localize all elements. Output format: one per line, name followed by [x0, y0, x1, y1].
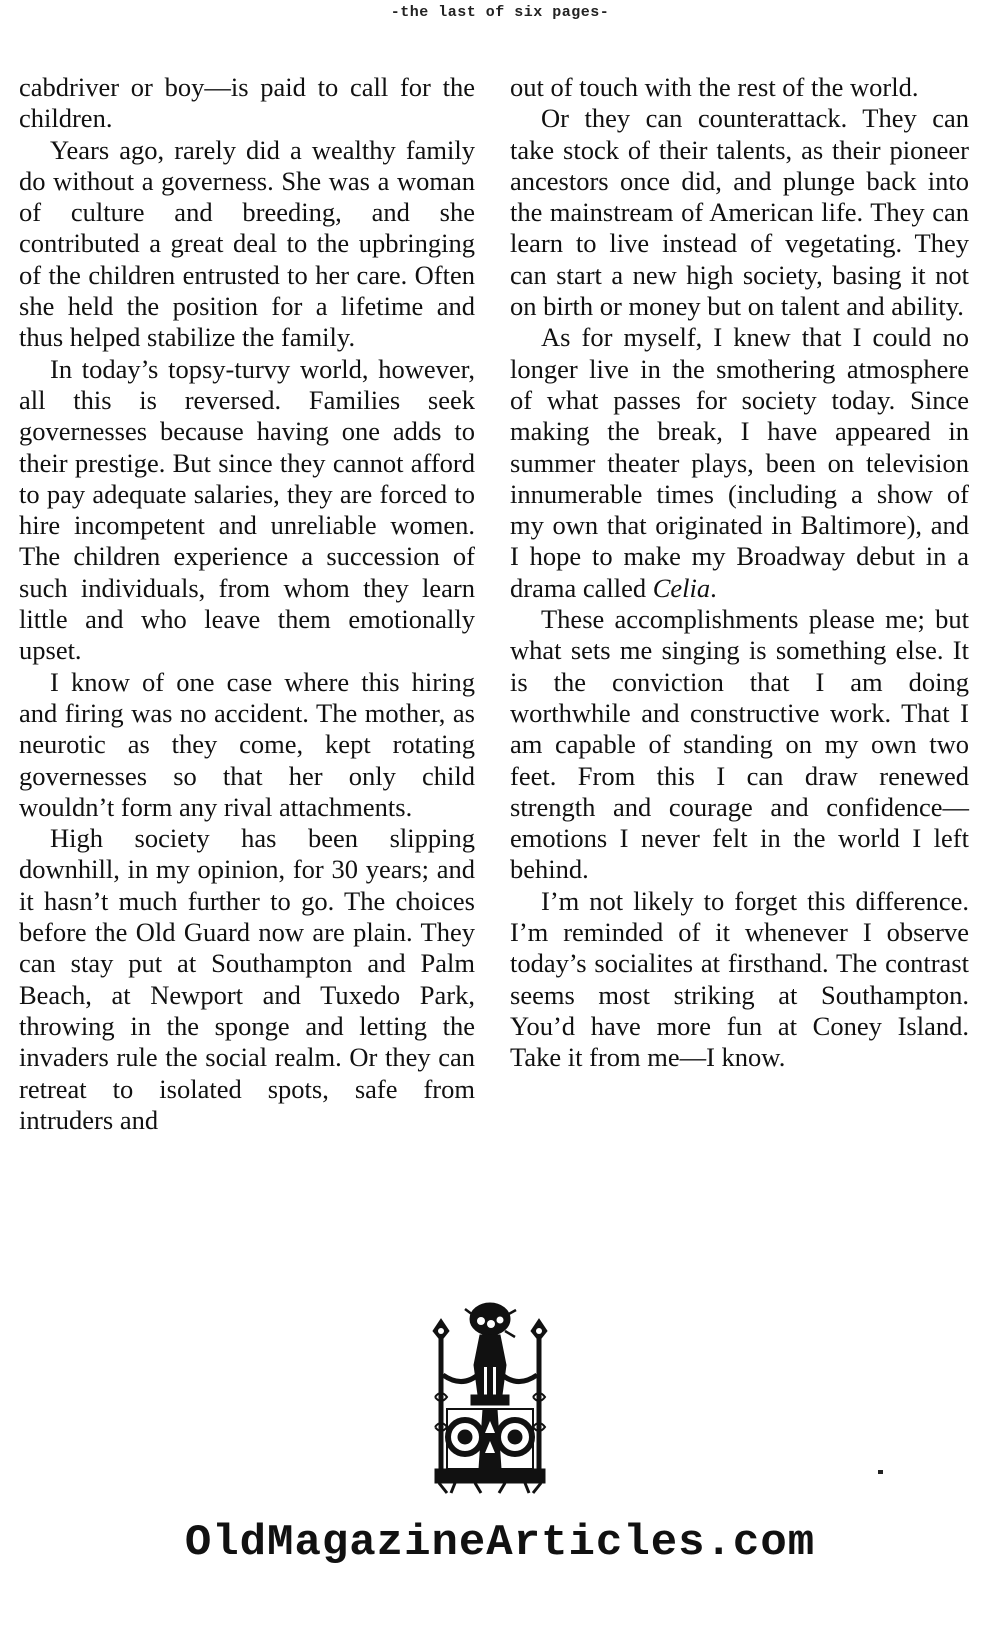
play-title: Celia: [652, 572, 711, 603]
punctuation: .: [710, 572, 717, 603]
paragraph: cabdriver or boy—is paid to call for the children.: [19, 72, 475, 134]
article-column-right: [510, 72, 969, 1074]
decorative-floral-vignette-icon: [425, 1297, 555, 1497]
site-watermark: OldMagazineArticles.com: [184, 1518, 816, 1568]
paragraph: [510, 322, 969, 604]
paragraph: Years ago, rarely did a wealthy family do without a governess. She was a woman of culture and breeding, and she contributed a great deal to the upbringing of the children entrusted to her care. Often she held the position for a lifetime and thus helped stabilize the family.: [19, 134, 475, 353]
print-speck: [878, 1470, 883, 1474]
paragraph: I’m not likely to forget this difference. I’m reminded of it whenever I observe today’s socialites at firsthand. The contrast seems most striking at Southampton. You’d have more fun at Coney Island. Take it from me—I know.: [510, 885, 969, 1073]
paragraph-text: As for myself, I knew that I could no longer live in the smothering atmosphere of what passes for society today. Since making the break, I have appeared in summer theater plays, been on television innumerable times (including a show of my own that originated in Baltimore), and I hope to make my Broadway debut in a drama called: [510, 322, 969, 603]
paragraph: out of touch with the rest of the world.: [510, 72, 919, 102]
paragraph: These accomplishments please me; but what sets me singing is something else. It is the conviction that I am doing worthwhile and constructive work. That I am capable of standing on my own two feet. From this I can draw renewed strength and courage and confidence—emotions I never felt in the world I left behind.: [510, 604, 969, 885]
page-header: -the last of six pages-: [390, 4, 610, 21]
paragraph: High society has been slipping downhill, in my opinion, for 30 years; and it hasn’t much further to go. The choices before the Old Guard now are plain. They can stay put at Southampton and Palm Beach, at Newport and Tuxedo Park, throwing in the sponge and letting the invaders rule the social realm. Or they can retreat to isolated spots, safe from intruders and: [19, 823, 475, 1135]
paragraph: I know of one case where this hiring and firing was no accident. The mother, as neurotic as they come, kept rotating governesses so that her only child wouldn’t form any rival attachments.: [19, 666, 475, 822]
article-column-left: [19, 72, 475, 1136]
paragraph: Or they can counterattack. They can take stock of their talents, as their pioneer ancestors once did, and plunge back into the mainstream of American life. They can learn to live instead of vegetating. They can start a new high society, basing it not on birth or money but on talent and ability.: [510, 103, 969, 322]
paragraph: In today’s topsy-turvy world, however, all this is reversed. Families seek governesses because having one adds to their prestige. But since they cannot afford to pay adequate salaries, they are forced to hire incompetent and unreliable women. The children experience a succession of such individuals, from whom they learn little and who leave them emotionally upset.: [19, 353, 475, 666]
